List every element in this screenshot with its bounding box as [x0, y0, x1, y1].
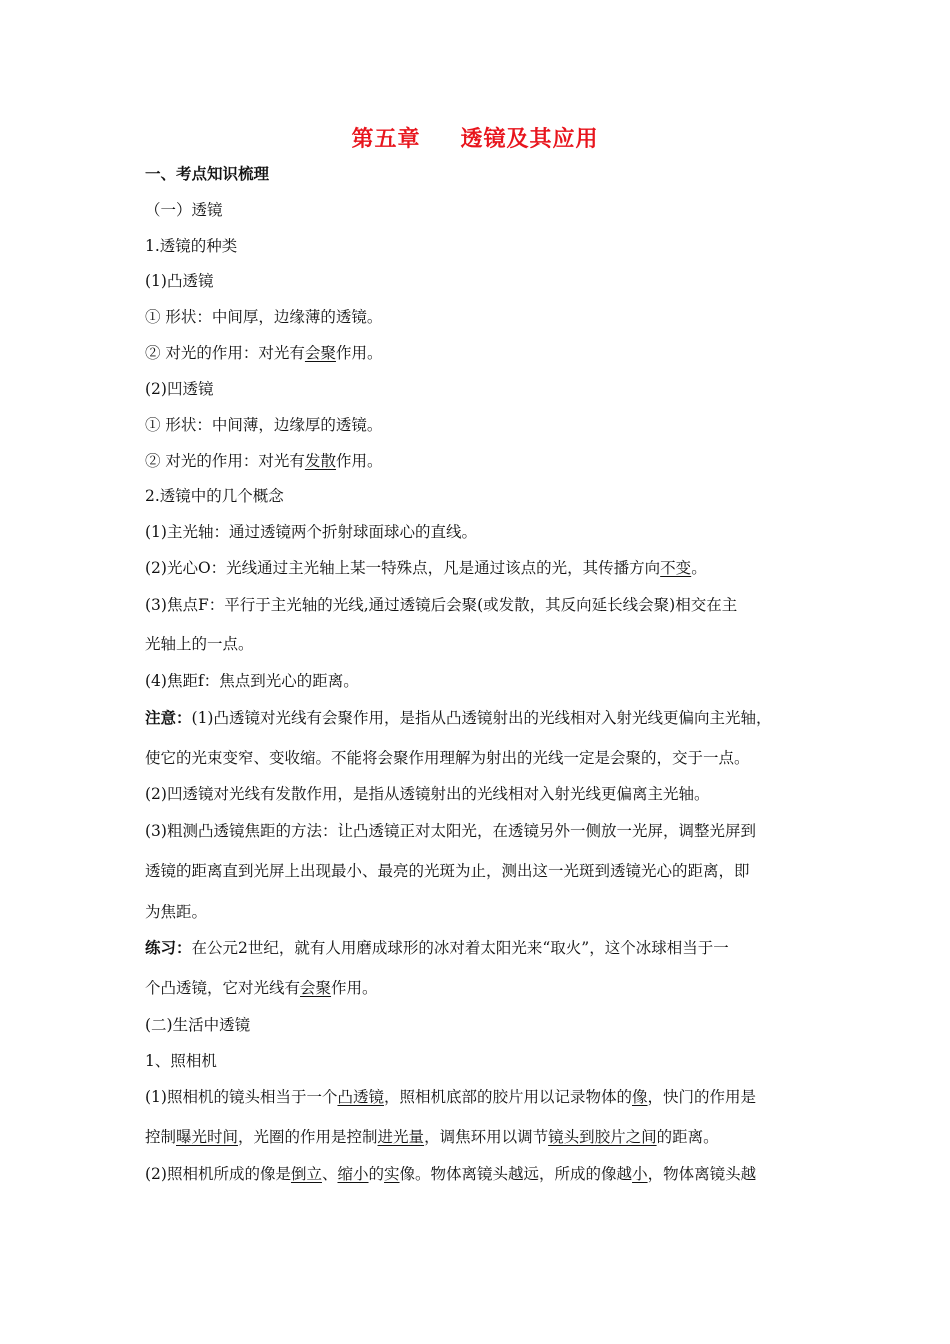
- paragraph: 光轴上的一点。: [145, 635, 254, 653]
- paragraph: (1)凸透镜: [145, 272, 214, 290]
- note-label: 注意：: [145, 708, 192, 727]
- exercise-paragraph: 练习：在公元2世纪，就有人用磨成球形的冰对着太阳光来“取火”，这个冰球相当于一: [145, 938, 729, 957]
- note-paragraph: 使它的光束变窄、变收缩。不能将会聚作用理解为射出的光线一定是会聚的，交于一点。: [145, 749, 750, 767]
- paragraph: ② 对光的作用：对光有发散作用。: [145, 452, 383, 470]
- answer-blank: 会聚: [304, 344, 336, 362]
- paragraph: (2)凹透镜: [145, 380, 214, 398]
- answer-blank: 发散: [304, 452, 336, 470]
- answer-blank: 缩小: [337, 1165, 369, 1183]
- paragraph: 控制曝光时间，光圈的作用是控制进光量，调焦环用以调节镜头到胶片之间的距离。: [145, 1128, 719, 1146]
- paragraph: 1.透镜的种类: [145, 237, 238, 255]
- note-paragraph: 透镜的距离直到光屏上出现最小、最亮的光斑为止，测出这一光斑到透镜光心的距离，即: [145, 862, 750, 880]
- chapter-number: 第五章: [351, 126, 421, 152]
- exercise-paragraph: 个凸透镜，它对光线有会聚作用。: [145, 979, 378, 997]
- subsection-heading: （一）透镜: [145, 201, 223, 219]
- chapter-title: [0, 122, 950, 153]
- paragraph: (2)光心O：光线通过主光轴上某一特殊点，凡是通过该点的光，其传播方向不变。: [145, 559, 707, 577]
- answer-blank: 会聚: [300, 979, 332, 997]
- answer-blank: 凸透镜: [337, 1088, 384, 1106]
- paragraph: (3)焦点F：平行于主光轴的光线,通过透镜后会聚(或发散，其反向延长线会聚)相交在主: [145, 596, 738, 614]
- subsection-heading: (二)生活中透镜: [145, 1016, 251, 1034]
- answer-blank: 实: [384, 1165, 400, 1183]
- answer-blank: 进光量: [377, 1128, 425, 1146]
- paragraph: (4)焦距f：焦点到光心的距离。: [145, 672, 359, 690]
- chapter-name: 透镜及其应用: [460, 126, 599, 152]
- note-paragraph: (2)凹透镜对光线有发散作用，是指从透镜射出的光线相对入射光线更偏离主光轴。: [145, 785, 710, 803]
- paragraph: ② 对光的作用：对光有会聚作用。: [145, 344, 383, 362]
- note-paragraph: 为焦距。: [145, 903, 208, 921]
- answer-blank: 倒立: [290, 1165, 322, 1183]
- answer-blank: 像: [632, 1088, 648, 1106]
- paragraph: (1)照相机的镜头相当于一个凸透镜，照相机底部的胶片用以记录物体的像，快门的作用是: [145, 1088, 757, 1106]
- section-heading: 一、考点知识梳理: [145, 164, 270, 183]
- answer-blank: 不变: [660, 559, 692, 577]
- answer-blank: 小: [632, 1165, 648, 1183]
- paragraph: ① 形状：中间厚，边缘薄的透镜。: [145, 308, 383, 326]
- answer-blank: 曝光时间: [176, 1128, 239, 1146]
- paragraph: 1、照相机: [145, 1052, 217, 1070]
- note-paragraph: (3)粗测凸透镜焦距的方法：让凸透镜正对太阳光，在透镜另外一侧放一光屏，调整光屏到: [145, 822, 756, 840]
- note-paragraph: 注意：(1)凸透镜对光线有会聚作用，是指从凸透镜射出的光线相对入射光线更偏向主光轴，: [145, 708, 772, 727]
- paragraph: (2)照相机所成的像是倒立、缩小的实像。物体离镜头越远，所成的像越小，物体离镜头越: [145, 1165, 757, 1183]
- paragraph: (1)主光轴：通过透镜两个折射球面球心的直线。: [145, 523, 477, 541]
- paragraph: ① 形状：中间薄，边缘厚的透镜。: [145, 416, 383, 434]
- exercise-label: 练习：: [145, 938, 192, 957]
- answer-blank: 镜头到胶片之间: [548, 1128, 657, 1146]
- paragraph: 2.透镜中的几个概念: [145, 487, 284, 505]
